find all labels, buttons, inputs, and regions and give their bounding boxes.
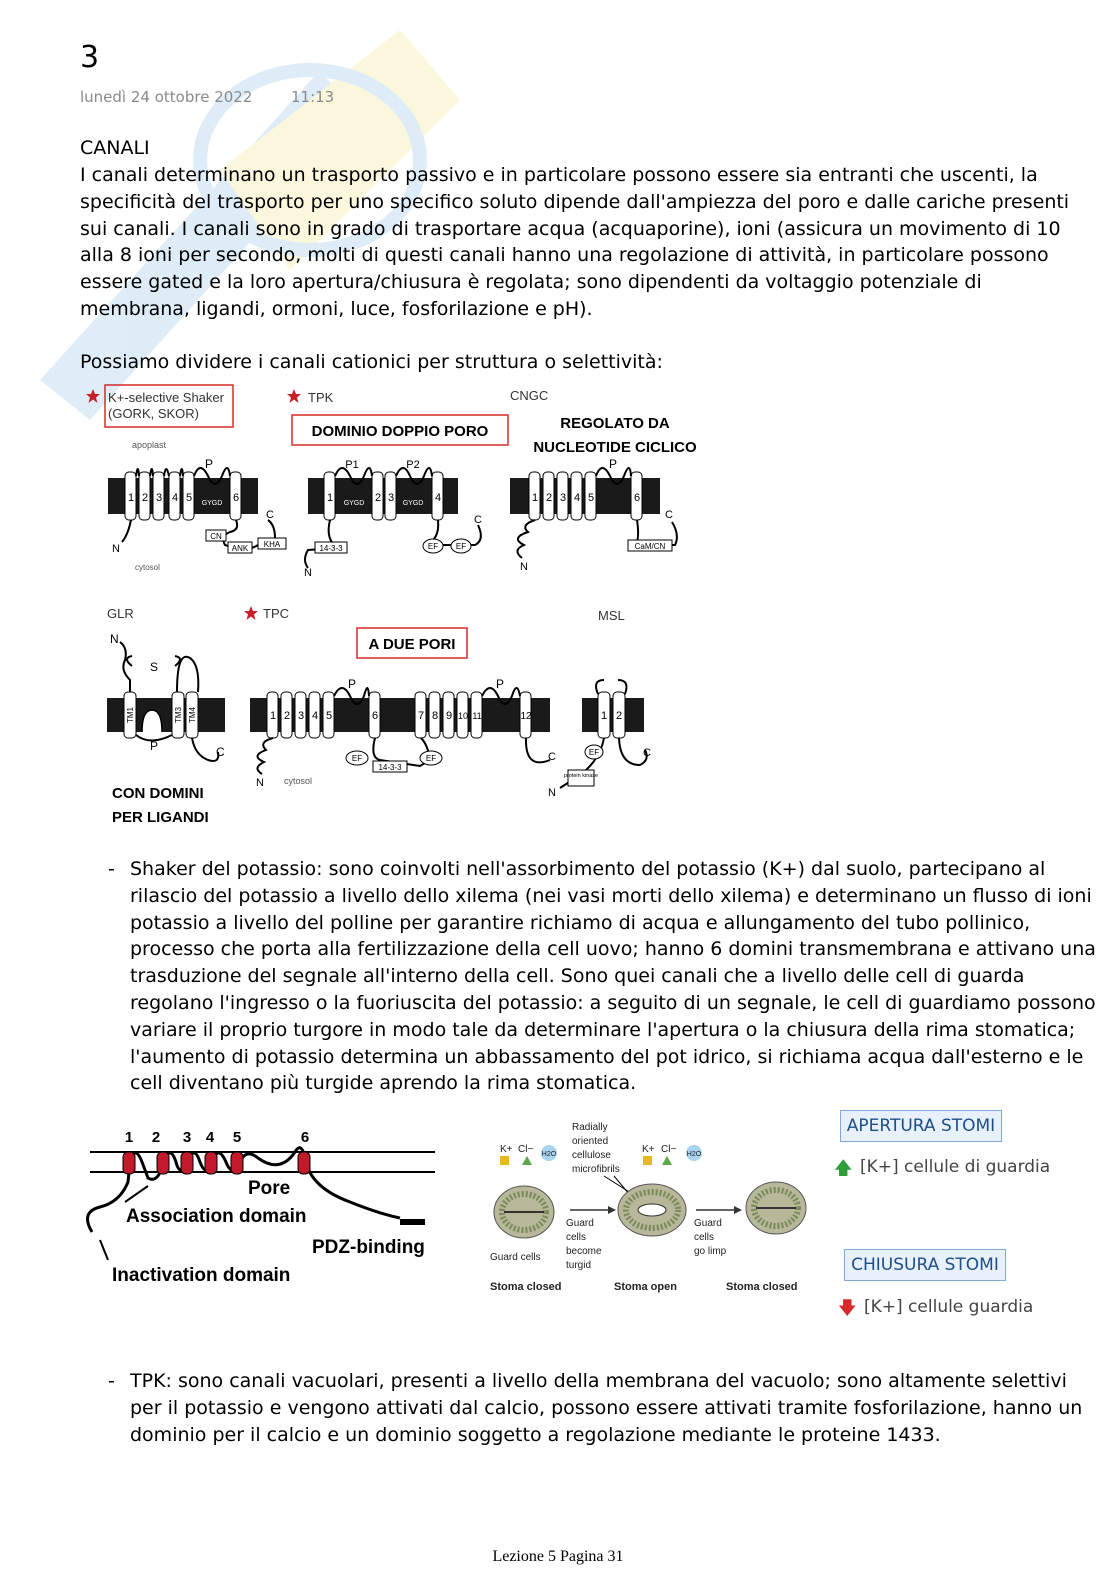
microfibril-label: microfibrils: [572, 1164, 620, 1175]
tpc-title: TPC: [263, 606, 289, 621]
msl-channel-diagram: [548, 608, 651, 799]
association-domain-label: Association domain: [126, 1206, 307, 1227]
tm-label: 1: [600, 710, 608, 722]
apoplast-label: apoplast: [132, 440, 167, 450]
star-icon: [244, 606, 258, 620]
limp-label: Guard: [694, 1218, 722, 1229]
glr-caption-line1: CON DOMINI: [112, 785, 204, 802]
n-terminus: N: [548, 787, 556, 799]
n-terminus: N: [520, 561, 528, 573]
motif-label: GYGD: [343, 500, 365, 507]
pore-label: P: [204, 457, 214, 471]
tm-label: 3: [559, 492, 567, 504]
tm-label: 4: [205, 1129, 215, 1146]
tm-label: 1: [326, 492, 334, 504]
tm-label: 3: [387, 492, 395, 504]
tpc-channel-diagram: [244, 606, 556, 789]
tm-label: 1: [269, 710, 277, 722]
ion-label: K+: [642, 1144, 655, 1155]
limp-label: go limp: [694, 1246, 727, 1257]
list-item: [108, 1368, 1098, 1478]
tm-label: 5: [185, 492, 193, 504]
star-icon: [287, 389, 301, 403]
tm-label: 1: [124, 1129, 134, 1146]
pore-label: P2: [406, 459, 420, 471]
motif-label: GYGD: [201, 500, 223, 507]
bullet-dash: -: [108, 858, 115, 880]
glr-channel-diagram: [107, 606, 225, 826]
cytosol-label: cytosol: [284, 776, 313, 786]
tm-label: 10: [457, 711, 469, 721]
microfibril-label: cellulose: [572, 1150, 611, 1161]
pore-label: P: [150, 739, 159, 753]
tm-label: 3: [155, 492, 163, 504]
closing-note: [K+] cellule guardia: [864, 1297, 1034, 1317]
guard-cell-open: [618, 1184, 686, 1236]
tm-label: 4: [434, 492, 442, 504]
msl-title: MSL: [598, 608, 625, 623]
tm-label: 5: [232, 1129, 242, 1146]
cngc-title: CNGC: [510, 388, 549, 403]
tm-label: 3: [297, 710, 305, 722]
tm-label: 6: [633, 492, 641, 504]
shaker-subtitle: (GORK, SKOR): [108, 406, 200, 421]
turgid-label: become: [566, 1246, 602, 1257]
tm-label: 4: [311, 710, 319, 722]
tpk-box-label: DOMINIO DOPPIO PORO: [311, 423, 489, 440]
down-arrow-icon: 🡇: [838, 1298, 857, 1319]
inactivation-domain-label: Inactivation domain: [112, 1265, 291, 1286]
tm-label: 1: [127, 492, 135, 504]
bullet-dash: -: [108, 1370, 115, 1392]
tm-label: 4: [171, 492, 179, 504]
domain-label: EF: [351, 754, 363, 763]
tpk-channel-diagram: [287, 389, 508, 579]
section-title: CANALI: [80, 137, 150, 159]
tm-label: 2: [141, 492, 149, 504]
tm-label: 6: [232, 492, 240, 504]
glr-caption-line2: PER LIGANDI: [112, 809, 209, 826]
domain-label: EF: [588, 748, 600, 757]
limp-label: cells: [694, 1232, 715, 1243]
c-terminus: C: [665, 509, 673, 521]
page-number: 3: [80, 40, 100, 75]
microfibril-label: oriented: [572, 1136, 609, 1147]
tm-label: TM3: [174, 707, 183, 723]
subheading: Possiamo dividere i canali cationici per struttura o selettività:: [80, 351, 663, 373]
star-icon: [86, 389, 100, 403]
c-terminus: C: [216, 745, 225, 759]
tm-label: TM4: [188, 707, 197, 723]
domain-label: EF: [455, 542, 467, 551]
tm-label: 12: [520, 711, 532, 722]
tpc-box-label: A DUE PORI: [368, 636, 456, 653]
n-terminus: N: [110, 632, 119, 646]
opening-stomata-box: APERTURA STOMI: [840, 1110, 1002, 1142]
domain-label: ANK: [231, 544, 249, 553]
glr-title: GLR: [107, 606, 134, 621]
tm-label: 2: [283, 710, 291, 722]
c-terminus: C: [643, 747, 651, 759]
domain-label: 14-3-3: [319, 544, 343, 553]
intro-paragraph: I canali determinano un trasporto passivo e in particolare possono essere sia entranti che uscenti, la specificità del trasporto per uno specifico soluto dipende dall'ampiezza del poro e dalle cariche presenti sui canali. I canali sono in grado di trasportare acqua (acquaporine), ioni (assicura un movimento di 10 alla 8 ioni per secondo, molti di questi canali hanno una regolazione di attività, in particolare possono essere gated e la loro apertura/chiusura è regolata; sono dipendenti da voltaggio potenziale di membrana, ligandi, ormoni, luce, fosforilazione e pH).: [80, 164, 1070, 320]
tm-label: 7: [417, 710, 425, 722]
shaker-title: K+-selective Shaker: [108, 390, 224, 405]
ion-label: H2O: [686, 1151, 702, 1158]
tm-label: 6: [300, 1129, 310, 1146]
tm-label: 6: [371, 710, 379, 722]
guard-cells-label: Guard cells: [490, 1252, 541, 1263]
domain-label: EF: [427, 542, 439, 551]
pdz-binding-label: PDZ-binding: [312, 1237, 425, 1258]
pore-label: P: [608, 457, 618, 471]
cngc-label-line2: NUCLEOTIDE CICLICO: [533, 439, 697, 456]
s-label: S: [150, 660, 159, 674]
cngc-label-line1: REGOLATO DA: [560, 415, 670, 432]
channel-structures-figure: [80, 380, 720, 830]
tm-label: 11: [472, 711, 482, 721]
c-terminus: C: [548, 751, 556, 763]
tm-label: 8: [431, 710, 439, 722]
guard-cell-closed-2: [746, 1182, 806, 1234]
bullet-tpk-text: TPK: sono canali vacuolari, presenti a livello della membrana del vacuolo; sono altamente selettivi per il potassio e vengono attivati dal calcio, possono essere attivati tramite fosforilazione, hanno un dominio per il calcio e un dominio soggetto a regolazione mediante le proteine 1433.: [130, 1370, 1083, 1446]
domain-label: CN: [210, 532, 222, 541]
shaker-channel-diagram: [86, 385, 286, 572]
cngc-channel-diagram: [510, 388, 697, 573]
tm-label: 9: [445, 710, 453, 722]
domain-label: KHA: [263, 540, 281, 549]
n-terminus: N: [112, 543, 120, 555]
stoma-open-label: Stoma open: [614, 1281, 677, 1293]
n-terminus: N: [304, 567, 312, 579]
motif-label: GYGD: [402, 500, 424, 507]
c-terminus: C: [266, 509, 274, 521]
stoma-closed-label: Stoma closed: [490, 1281, 562, 1293]
list-item: [108, 856, 1098, 1098]
tpk-title: TPK: [308, 390, 334, 405]
tm-label: 2: [615, 710, 623, 722]
tm-label: 3: [182, 1129, 192, 1146]
tm-label: 2: [151, 1129, 161, 1146]
turgid-label: cells: [566, 1232, 587, 1243]
page-date: lunedì 24 ottobre 2022: [80, 88, 253, 106]
guard-cell-closed-1: [494, 1186, 554, 1238]
microfibril-label: Radially: [572, 1122, 608, 1133]
opening-note: [K+] cellule di guardia: [860, 1157, 1051, 1177]
stoma-closed-label: Stoma closed: [726, 1281, 798, 1293]
tm-label: 4: [573, 492, 581, 504]
up-arrow-icon: 🡅: [834, 1158, 853, 1179]
tm-label: 5: [325, 710, 333, 722]
ion-label: Cl−: [661, 1144, 677, 1155]
tm-label: 2: [545, 492, 553, 504]
tm-label: 1: [531, 492, 539, 504]
tm-label: 2: [374, 492, 382, 504]
ion-label: Cl−: [518, 1144, 534, 1155]
c-terminus: C: [474, 514, 482, 526]
domain-label: protein kinase: [563, 773, 599, 779]
stomata-figure: [484, 1112, 824, 1302]
ion-label: K+: [500, 1144, 513, 1155]
pore-label: P1: [345, 459, 359, 471]
tm-label: TM1: [126, 707, 135, 723]
pore-label: P: [495, 677, 505, 691]
ion-label: H2O: [541, 1151, 557, 1158]
domain-label: CaM/CN: [634, 542, 666, 551]
cytosol-label: cytosol: [135, 563, 160, 572]
bullet-shaker-text: Shaker del potassio: sono coinvolti nell'assorbimento del potassio (K+) dal suolo, partecipano al rilascio del potassio a livello dello xilema (nei vasi morti dello xilema) e determinano un flusso di ioni potassio a livello del polline per garantire richiamo di acqua e allungamento del tubo pollinico, processo che porta alla fertilizzazione della cell uovo; hanno 6 domini transmembrana e attivano una trasduzione del segnale all'interno della cell. Sono quei canali che a livello delle cell di guarda regolano l'ingresso o la fuoriuscita del potassio: a seguito di un segnale, le cell di guardiamo possono variare il proprio turgore in modo tale da determinare l'apertura o la chiusura della rima stomatica; l'aumento di potassio determina un abbassamento del pot idrico, si richiama acqua dall'esterno e le cell diventano più turgide aprendo la rima stomatica.: [130, 858, 1096, 1095]
pore-label: Pore: [248, 1178, 291, 1199]
turgid-label: Guard: [566, 1218, 594, 1229]
turgid-label: turgid: [566, 1260, 592, 1271]
page-footer: Lezione 5 Pagina 31: [492, 1548, 624, 1565]
shaker-topology-figure: [80, 1122, 440, 1292]
domain-label: 14-3-3: [378, 763, 402, 772]
pore-label: P: [347, 677, 357, 691]
n-terminus: N: [256, 777, 264, 789]
closing-stomata-box: CHIUSURA STOMI: [844, 1249, 1006, 1281]
page-time: 11:13: [291, 88, 335, 106]
domain-label: EF: [425, 754, 437, 763]
tm-label: 5: [587, 492, 595, 504]
